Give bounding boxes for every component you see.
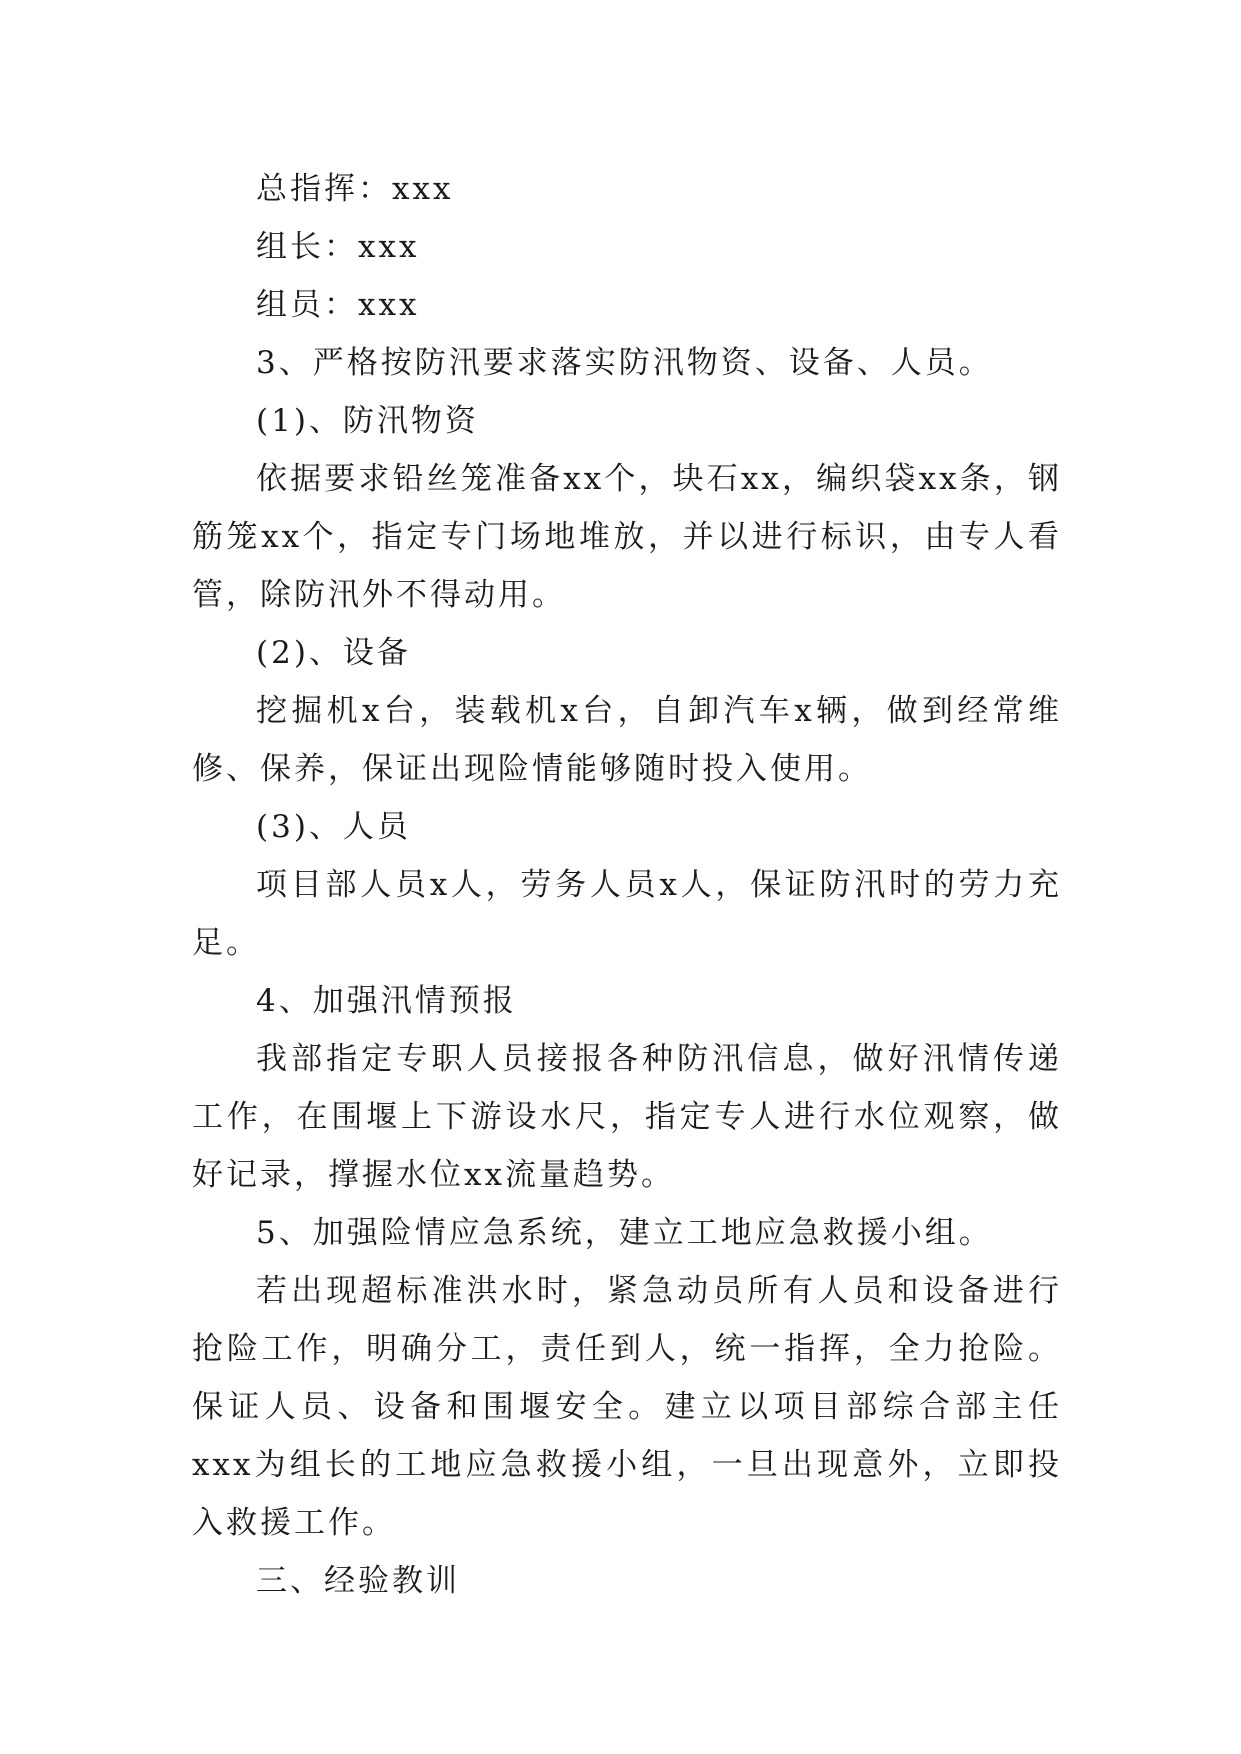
- commander-line: 总指挥：xxx: [256, 171, 454, 207]
- subsection-personnel-heading: (3)、人员: [256, 809, 411, 845]
- subsection-equipment-heading: (2)、设备: [256, 635, 411, 671]
- document-body: [192, 160, 1062, 1610]
- materials-paragraph: 依据要求铅丝笼准备xx个，块石xx，编织袋xx条，钢筋笼xx个，指定专门场地堆放，并以进行标识，由专人看管，除防汛外不得动用。: [192, 461, 1062, 613]
- subsection-materials-heading: (1)、防汛物资: [256, 403, 479, 439]
- group-member-line: 组员：xxx: [256, 287, 420, 323]
- section-5-heading: 5、加强险情应急系统，建立工地应急救援小组。: [256, 1215, 993, 1251]
- emergency-paragraph: 若出现超标准洪水时，紧急动员所有人员和设备进行抢险工作，明确分工，责任到人，统一指挥，全力抢险。保证人员、设备和围堰安全。建立以项目部综合部主任xxx为组长的工地应急救援小组，一旦出现意外，立即投入救援工作。: [192, 1273, 1062, 1541]
- equipment-paragraph: 挖掘机x台，装载机x台，自卸汽车x辆，做到经常维修、保养，保证出现险情能够随时投入使用。: [192, 693, 1062, 787]
- section-3-heading: 3、严格按防汛要求落实防汛物资、设备、人员。: [256, 345, 993, 381]
- group-leader-line: 组长：xxx: [256, 229, 420, 265]
- personnel-paragraph: 项目部人员x人，劳务人员x人，保证防汛时的劳力充足。: [192, 867, 1062, 961]
- section-4-heading: 4、加强汛情预报: [256, 983, 517, 1019]
- chapter-3-heading: 三、经验教训: [256, 1563, 460, 1599]
- forecast-paragraph: 我部指定专职人员接报各种防汛信息，做好汛情传递工作，在围堰上下游设水尺，指定专人进行水位观察，做好记录，撑握水位xx流量趋势。: [192, 1041, 1062, 1193]
